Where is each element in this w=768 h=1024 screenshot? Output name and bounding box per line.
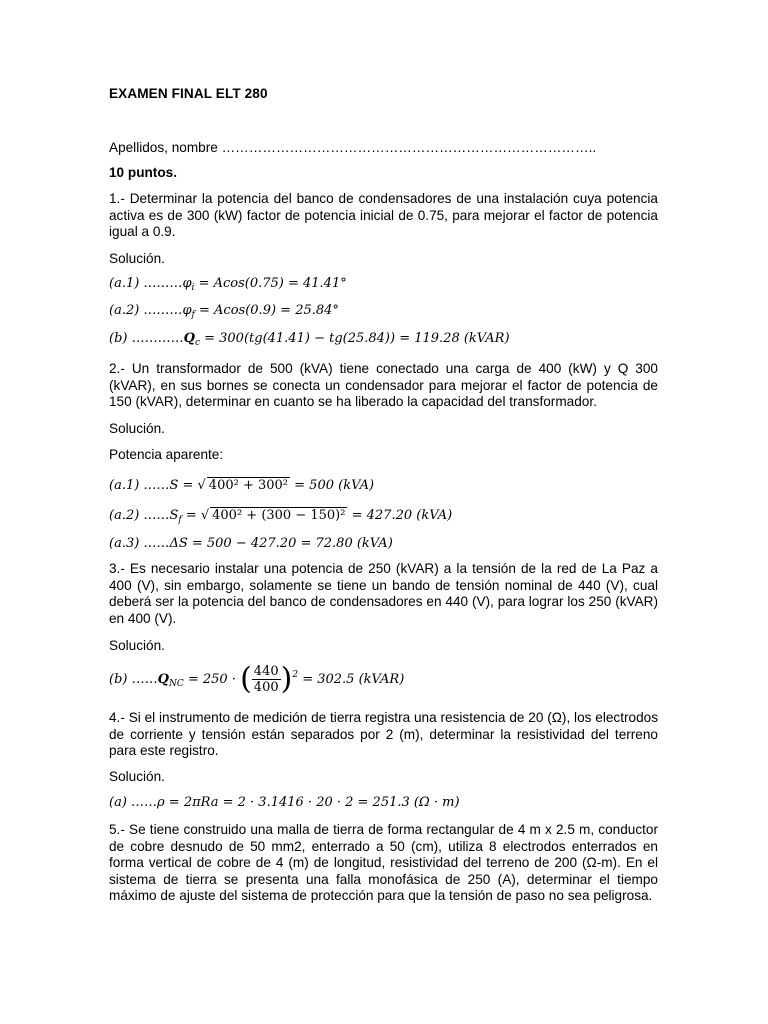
question-1-text: 1.- Determinar la potencia del banco de condensadores de una instalación cuya potencia activa es de 300 (kW) factor de potencia inicial de 0.75, para mejorar el factor de potencia igual a 0.9. (109, 191, 658, 240)
q2-equation-a3: (a.3) ……ΔS = 500 − 427.20 = 72.80 (kVA) (109, 536, 393, 551)
q1-solution-label: Solución. (109, 251, 165, 266)
q1-equation-a2: (a.2) $\dots\dots\dots\varphi_f = Acos(0.9) = 25.84^\circ$ (109, 303, 339, 320)
exam-title: EXAMEN FINAL ELT 280 (109, 86, 268, 101)
q2-solution-label: Solución. (109, 421, 165, 436)
q2-apparent-power-label: Potencia aparente: (109, 447, 224, 462)
q3-equation-b: (b) $\dots\dots Q_{NC} = 250$ · ( $\frac{440}{400}$ )$^2$ = 302.5 (kVAR) (109, 661, 405, 697)
question-4-text: 4.- Si el instrumento de medición de tierra registra una resistencia de 20 (Ω), los electrodos de corriente y tensión están separados por 2 (m), determinar la resistividad del terreno para este registro. (109, 710, 658, 759)
points-label: 10 puntos. (109, 165, 177, 180)
q4-solution-label: Solución. (109, 769, 165, 784)
question-2-text: 2.- Un transformador de 500 (kVA) tiene conectado una carga de 400 (kW) y Q 300 (kVAR), en sus bornes se conecta un condensador para mejorar el factor de potencia de 150 (kVAR), determinar en cuanto se ha liberado la capacidad del transformador. (109, 361, 658, 410)
q3-solution-label: Solución. (109, 638, 165, 653)
q2-equation-a2: (a.2) $\dots\dots S_f$ = √ 400² + (300 − 150)² = 427.20 (kVA) (109, 508, 453, 525)
q1-equation-b: (b) $\dots\dots\dots\dots Q_c = 300(tg(41.41) - tg(25.84)) = 119.28$ (kVAR) (109, 331, 510, 348)
question-3-text: 3.- Es necesario instalar una potencia de 250 (kVAR) a la tensión de la red de La Paz a 400 (V), sin embargo, solamente se tiene un bando de tensión nominal de 440 (V), cual deberá ser la potencia del banco de condensadores en 440 (V), para lograr los 250 (kVAR) en 400 (V). (109, 561, 658, 626)
name-line: Apellidos, nombre ……………………………………………………………………….. (109, 140, 597, 155)
q1-equation-a1: (a.1) $\dots\dots\dots\varphi_i = Acos(0.75) = 41.41^\circ$ (109, 276, 347, 293)
q2-equation-a1: (a.1) ……S = √ 400² + 300² = 500 (kVA) (109, 478, 375, 493)
question-5-text: 5.- Se tiene construido una malla de tierra de forma rectangular de 4 m x 2.5 m, conductor de cobre desnudo de 50 mm2, enterrado a 50 (cm), utiliza 8 electrodos enterrados en forma vertical de cobre de 4 (m) de longitud, resistividad del terreno de 200 (Ω-m). En el sistema de tierra se presenta una falla monofásica de 250 (A), determinar el tiempo máximo de ajuste del sistema de protección para que la tensión de paso no sea peligrosa. (109, 822, 658, 904)
q4-equation-a: (a) ……ρ = 2πRa = 2 · 3.1416 · 20 · 2 = 251.3 (Ω · m) (109, 795, 460, 810)
